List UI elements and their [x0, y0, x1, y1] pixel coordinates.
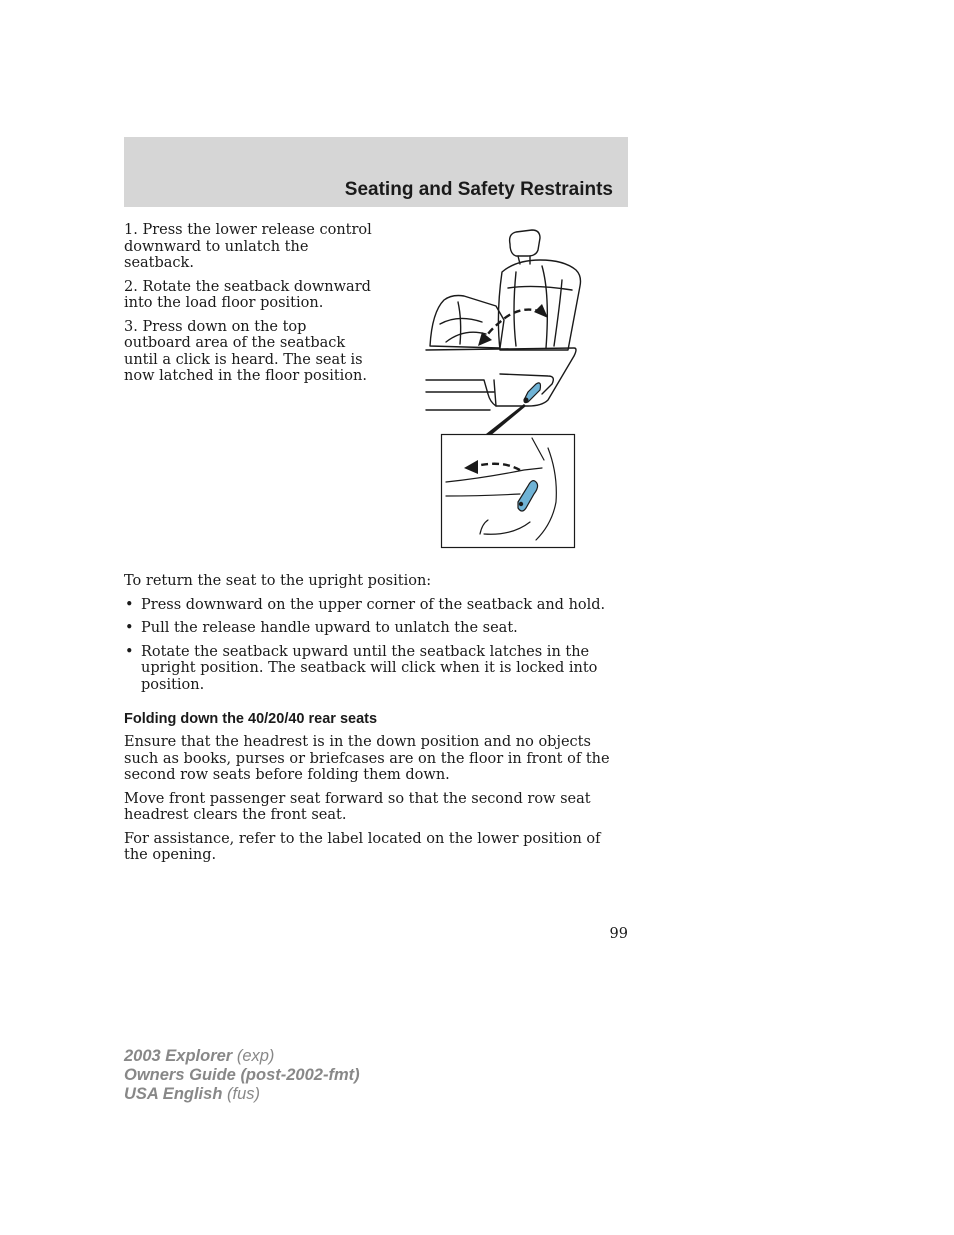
bullet-icon: • [125, 643, 134, 660]
section-paragraph: Move front passenger seat forward so that the second row seat headrest clears the front seat. [124, 790, 591, 823]
list-item-text: Press downward on the upper corner of the seatback and hold. [141, 596, 606, 613]
page-title: Seating and Safety Restraints [344, 179, 613, 200]
bullet-icon: • [125, 620, 134, 636]
fold-arrow-head-right [534, 304, 548, 318]
list-item [124, 597, 628, 614]
footer-guide: Owners Guide (post-2002-fmt) [124, 1066, 360, 1084]
section-paragraph: Ensure that the headrest is in the down position and no objects such as books, purses or briefcases are on the floor in front of the second row seats before folding them down. [124, 734, 610, 783]
list-item [124, 644, 628, 694]
list-item [124, 620, 628, 637]
list-item-text: Rotate the seatback upward until the seatback latches in the upright position. The seatback will click when it is locked into position. [141, 643, 598, 693]
detail-inset [442, 435, 575, 548]
return-steps-list [124, 597, 628, 694]
header-band [124, 137, 628, 207]
footer-language: USA English [124, 1085, 223, 1103]
bullet-icon: • [125, 596, 134, 613]
footer-model: 2003 Explorer [124, 1047, 233, 1065]
footer-model-code: (exp) [232, 1047, 275, 1065]
step-3: 3. Press down on the top outboard area of the seatback until a click is heard. The seat is now latched in the floor position. [124, 318, 367, 384]
return-intro: To return the seat to the upright position: [124, 573, 432, 589]
seat-illustration-svg [424, 224, 584, 554]
page-number: 99 [609, 926, 628, 942]
seat-folding-illustration [424, 224, 584, 554]
step-1: 1. Press the lower release control downward to unlatch the seatback. [124, 222, 372, 271]
fold-arrow-path [484, 310, 542, 340]
footer-language-line [124, 1085, 360, 1104]
section-paragraph: For assistance, refer to the label located on the lower position of the opening. [124, 830, 601, 863]
footer-model-line [124, 1047, 360, 1066]
step-2: 2. Rotate the seatback downward into the load floor position. [124, 278, 371, 311]
section-heading: Folding down the 40/20/40 rear seats [124, 711, 378, 727]
headrest-shape [510, 230, 540, 256]
instruction-steps [124, 222, 374, 392]
callout-pointer [486, 404, 526, 436]
main-content [124, 573, 628, 871]
folded-seatback-shape [430, 296, 504, 349]
footer-language-code: (fus) [222, 1085, 260, 1103]
cushion-shape [426, 348, 576, 406]
seatback-shape [498, 260, 580, 350]
list-item-text: Pull the release handle upward to unlatch the seat. [141, 620, 518, 636]
document-footer [124, 1047, 360, 1104]
